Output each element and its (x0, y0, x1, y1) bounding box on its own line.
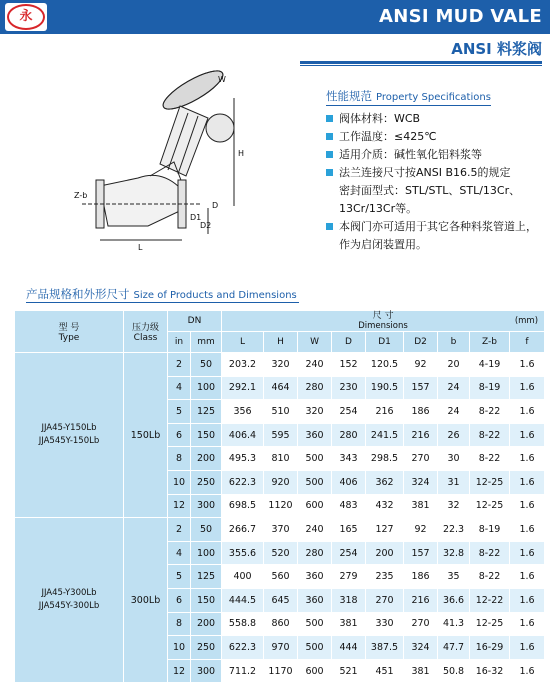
table-cell: 152 (332, 353, 366, 377)
table-cell: 157 (404, 541, 438, 565)
col-header-dimensions: 尺 寸 Dimensions (mm) (222, 311, 545, 332)
page-subtitle: ANSI 料浆阀 (451, 40, 542, 58)
spec-item (326, 218, 546, 236)
table-cell: 510 (264, 400, 298, 424)
col-header-type: 型 号 Type (15, 311, 124, 353)
table-cell: 320 (264, 353, 298, 377)
type-cell: JJA45-Y150Lb JJA545Y-150Lb (15, 353, 124, 518)
table-cell: 8-22 (470, 447, 510, 471)
table-cell: 165 (332, 518, 366, 542)
table-cell: 464 (264, 376, 298, 400)
table-cell: 120.5 (366, 353, 404, 377)
table-cell: 330 (366, 612, 404, 636)
dim-label-L: L (138, 243, 143, 252)
brand-logo (5, 3, 47, 31)
table-cell: 8-22 (470, 565, 510, 589)
bullet-square-icon (326, 115, 333, 122)
table-cell: 16-32 (470, 659, 510, 683)
table-cell: 500 (298, 447, 332, 471)
table-cell: 1.6 (510, 636, 545, 660)
table-cell: 343 (332, 447, 366, 471)
products-heading-cn: 产品规格和外形尺寸 (26, 287, 130, 301)
dim-label-D2: D2 (200, 221, 212, 230)
table-cell: 483 (332, 494, 366, 518)
table-cell: 270 (404, 447, 438, 471)
table-cell: 521 (332, 659, 366, 683)
col-header-l: L (222, 332, 264, 353)
table-cell: 381 (332, 612, 366, 636)
table-cell: 216 (404, 588, 438, 612)
table-cell: 381 (404, 494, 438, 518)
table-cell: 250 (191, 636, 222, 660)
table-cell: 200 (191, 447, 222, 471)
table-cell: 24 (438, 400, 470, 424)
specs-list (326, 110, 546, 254)
table-cell: 444.5 (222, 588, 264, 612)
table-cell: 400 (222, 565, 264, 589)
table-cell: 12-25 (470, 494, 510, 518)
table-cell: 280 (298, 376, 332, 400)
table-cell: 254 (332, 400, 366, 424)
table-cell: 270 (366, 588, 404, 612)
table-cell: 2 (168, 518, 191, 542)
table-cell: 92 (404, 353, 438, 377)
table-cell: 1.6 (510, 659, 545, 683)
col-header-f: f (510, 332, 545, 353)
table-cell: 8 (168, 447, 191, 471)
table-cell: 200 (191, 612, 222, 636)
table-cell: 8-19 (470, 376, 510, 400)
spec-item (326, 164, 546, 182)
spec-text: 法兰连接尺寸按ANSI B16.5的规定 (339, 166, 511, 179)
bullet-square-icon (326, 223, 333, 230)
col-header-h: H (264, 332, 298, 353)
col-header-z-b: Z-b (470, 332, 510, 353)
table-cell: 1.6 (510, 612, 545, 636)
table-cell: 8-22 (470, 541, 510, 565)
table-cell: 298.5 (366, 447, 404, 471)
table-row (15, 353, 545, 377)
table-cell: 12-22 (470, 588, 510, 612)
table-cell: 355.6 (222, 541, 264, 565)
table-cell: 406.4 (222, 423, 264, 447)
col-header-d1: D1 (366, 332, 404, 353)
table-cell: 1.6 (510, 565, 545, 589)
table-cell: 12 (168, 494, 191, 518)
table-cell: 698.5 (222, 494, 264, 518)
page-title: ANSI MUD VALE (379, 6, 542, 27)
table-cell: 8 (168, 612, 191, 636)
table-cell: 560 (264, 565, 298, 589)
dim-label-W: W (218, 75, 226, 84)
table-cell: 292.1 (222, 376, 264, 400)
table-cell: 254 (332, 541, 366, 565)
table-cell: 50.8 (438, 659, 470, 683)
specs-heading (326, 88, 491, 106)
specs-heading-cn: 性能规范 (326, 89, 372, 103)
unit-label: (mm) (514, 316, 539, 326)
bullet-square-icon (326, 151, 333, 158)
table-cell: 47.7 (438, 636, 470, 660)
table-cell: 1.6 (510, 400, 545, 424)
spec-text: 密封面型式：STL/STL、STL/13Cr、 (339, 184, 521, 197)
spec-text: 工作温度：≤425℃ (339, 130, 437, 143)
table-cell: 645 (264, 588, 298, 612)
table-cell: 125 (191, 565, 222, 589)
spec-text: 适用介质：碱性氧化铝料浆等 (339, 148, 482, 161)
dim-label-H: H (238, 149, 245, 158)
table-cell: 5 (168, 400, 191, 424)
table-cell: 26 (438, 423, 470, 447)
table-cell: 4-19 (470, 353, 510, 377)
table-cell: 41.3 (438, 612, 470, 636)
table-cell: 4 (168, 541, 191, 565)
table-cell: 318 (332, 588, 366, 612)
table-cell: 6 (168, 423, 191, 447)
table-cell: 8-19 (470, 518, 510, 542)
table-cell: 860 (264, 612, 298, 636)
table-cell: 622.3 (222, 470, 264, 494)
table-cell: 190.5 (366, 376, 404, 400)
table-cell: 595 (264, 423, 298, 447)
table-cell: 600 (298, 659, 332, 683)
table-cell: 356 (222, 400, 264, 424)
table-cell: 451 (366, 659, 404, 683)
table-cell: 270 (404, 612, 438, 636)
dim-label-D: D (212, 201, 219, 210)
table-cell: 125 (191, 400, 222, 424)
table-cell: 1.6 (510, 494, 545, 518)
dim-label-D1: D1 (190, 213, 202, 222)
table-cell: 360 (298, 423, 332, 447)
table-cell: 970 (264, 636, 298, 660)
table-cell: 1.6 (510, 376, 545, 400)
table-cell: 92 (404, 518, 438, 542)
table-cell: 50 (191, 353, 222, 377)
table-cell: 1.6 (510, 353, 545, 377)
dimensions-table (14, 310, 545, 683)
table-cell: 300 (191, 659, 222, 683)
table-cell: 6 (168, 588, 191, 612)
table-cell: 558.8 (222, 612, 264, 636)
spec-item (326, 110, 546, 128)
table-cell: 320 (298, 400, 332, 424)
table-cell: 32 (438, 494, 470, 518)
table-cell: 362 (366, 470, 404, 494)
table-cell: 12-25 (470, 612, 510, 636)
specs-heading-en: Property Specifications (376, 92, 491, 103)
bullet-square-icon (326, 133, 333, 140)
table-cell: 1.6 (510, 470, 545, 494)
table-cell: 1.6 (510, 447, 545, 471)
table-cell: 241.5 (366, 423, 404, 447)
table-cell: 600 (298, 494, 332, 518)
table-cell: 150 (191, 588, 222, 612)
table-cell: 324 (404, 470, 438, 494)
valve-drawing (68, 58, 266, 258)
table-cell: 500 (298, 470, 332, 494)
divider (300, 61, 542, 64)
spec-item (326, 200, 546, 218)
table-cell: 186 (404, 400, 438, 424)
table-cell: 1170 (264, 659, 298, 683)
table-cell: 266.7 (222, 518, 264, 542)
class-cell: 300Lb (124, 518, 168, 683)
col-header-d: D (332, 332, 366, 353)
table-cell: 279 (332, 565, 366, 589)
table-cell: 360 (298, 565, 332, 589)
spec-item (326, 236, 546, 254)
table-cell: 500 (298, 636, 332, 660)
dim-label-Zb: Z-b (74, 191, 88, 200)
table-cell: 444 (332, 636, 366, 660)
table-cell: 203.2 (222, 353, 264, 377)
table-cell: 8-22 (470, 400, 510, 424)
bullet-square-icon (326, 169, 333, 176)
table-cell: 22.3 (438, 518, 470, 542)
table-cell: 5 (168, 565, 191, 589)
table-cell: 500 (298, 612, 332, 636)
col-header-in: in (168, 332, 191, 353)
table-cell: 711.2 (222, 659, 264, 683)
table-cell: 235 (366, 565, 404, 589)
table-cell: 1.6 (510, 588, 545, 612)
table-cell: 370 (264, 518, 298, 542)
table-cell: 406 (332, 470, 366, 494)
table-cell: 12 (168, 659, 191, 683)
table-cell: 216 (366, 400, 404, 424)
table-cell: 30 (438, 447, 470, 471)
col-header-mm: mm (191, 332, 222, 353)
table-cell: 127 (366, 518, 404, 542)
table-cell: 920 (264, 470, 298, 494)
spec-item (326, 182, 546, 200)
table-cell: 240 (298, 518, 332, 542)
spec-item (326, 128, 546, 146)
table-cell: 495.3 (222, 447, 264, 471)
table-cell: 230 (332, 376, 366, 400)
table-cell: 36.6 (438, 588, 470, 612)
table-cell: 31 (438, 470, 470, 494)
spec-text: 阀体材料：WCB (339, 112, 421, 125)
table-cell: 432 (366, 494, 404, 518)
col-header-dn: DN (168, 311, 222, 332)
table-cell: 157 (404, 376, 438, 400)
table-cell: 810 (264, 447, 298, 471)
table-cell: 240 (298, 353, 332, 377)
table-cell: 10 (168, 636, 191, 660)
type-cell: JJA45-Y300Lb JJA545Y-300Lb (15, 518, 124, 683)
table-row (15, 518, 545, 542)
col-header-class: 压力级 Class (124, 311, 168, 353)
table-cell: 200 (366, 541, 404, 565)
class-cell: 150Lb (124, 353, 168, 518)
table-cell: 520 (264, 541, 298, 565)
spec-text: 本阀门亦可适用于其它各种料浆管道上， (339, 220, 537, 233)
table-cell: 35 (438, 565, 470, 589)
spec-text: 13Cr/13Cr等。 (339, 202, 418, 215)
table-cell: 381 (404, 659, 438, 683)
table-cell: 150 (191, 423, 222, 447)
table-cell: 20 (438, 353, 470, 377)
table-cell: 16-29 (470, 636, 510, 660)
table-cell: 387.5 (366, 636, 404, 660)
table-cell: 1.6 (510, 518, 545, 542)
header-bar (0, 0, 550, 34)
table-cell: 1.6 (510, 423, 545, 447)
products-heading-en: Size of Products and Dimensions (133, 290, 297, 301)
col-header-d2: D2 (404, 332, 438, 353)
table-cell: 1.6 (510, 541, 545, 565)
spec-item (326, 146, 546, 164)
col-header-b: b (438, 332, 470, 353)
table-cell: 1120 (264, 494, 298, 518)
table-cell: 12-25 (470, 470, 510, 494)
table-cell: 2 (168, 353, 191, 377)
table-cell: 100 (191, 541, 222, 565)
spec-text: 作为启闭装置用。 (339, 238, 427, 251)
col-header-w: W (298, 332, 332, 353)
table-cell: 324 (404, 636, 438, 660)
table-cell: 622.3 (222, 636, 264, 660)
table-cell: 300 (191, 494, 222, 518)
table-cell: 280 (332, 423, 366, 447)
logo-mark: 永 (7, 4, 45, 30)
table-cell: 4 (168, 376, 191, 400)
table-cell: 8-22 (470, 423, 510, 447)
table-cell: 250 (191, 470, 222, 494)
table-cell: 10 (168, 470, 191, 494)
table-cell: 50 (191, 518, 222, 542)
table-cell: 186 (404, 565, 438, 589)
table-cell: 216 (404, 423, 438, 447)
table-cell: 32.8 (438, 541, 470, 565)
table-cell: 24 (438, 376, 470, 400)
table-cell: 280 (298, 541, 332, 565)
products-heading (26, 286, 299, 303)
divider-thin (300, 65, 542, 66)
table-cell: 100 (191, 376, 222, 400)
table-cell: 360 (298, 588, 332, 612)
